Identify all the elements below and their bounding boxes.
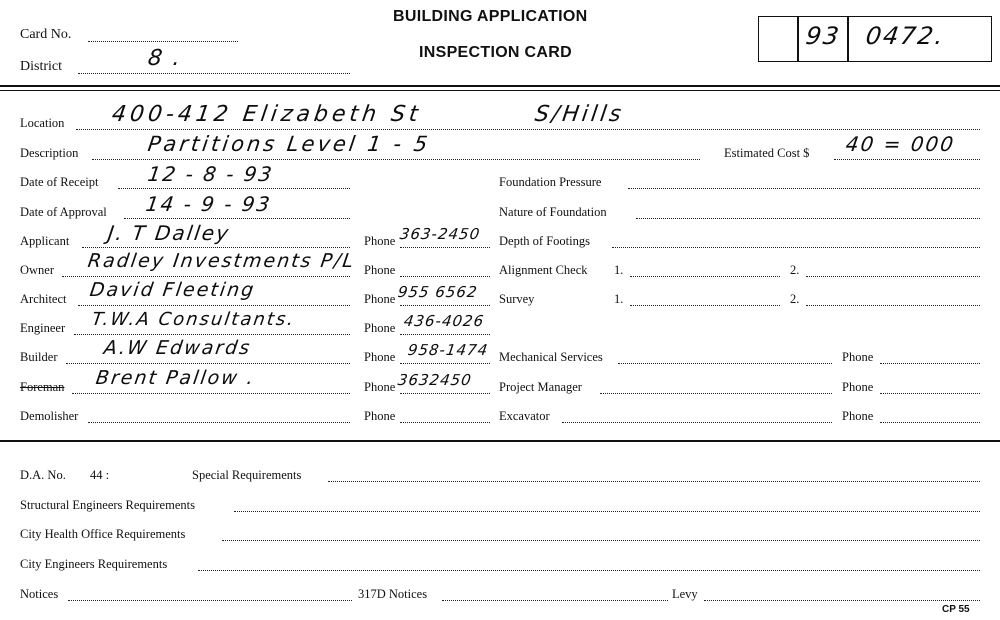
architect-phone-label: Phone [364,292,396,306]
applicant-phone-value: 363-2450 [398,225,482,243]
form-code: CP 55 [942,604,970,615]
estimated-cost-label: Estimated Cost $ [724,146,810,160]
foreman-phone-label: Phone [364,380,396,394]
city-health-field[interactable] [222,540,980,541]
survey-1-field[interactable] [630,305,780,306]
builder-label: Builder [20,350,58,364]
levy-field[interactable] [704,600,980,601]
engineer-phone-field[interactable] [400,334,490,335]
location-suffix: S/Hills [533,102,626,127]
owner-phone-label: Phone [364,263,396,277]
alignment-check-label: Alignment Check [499,263,588,277]
applicant-phone-label: Phone [364,234,396,248]
owner-phone-field[interactable] [400,276,490,277]
architect-value: David Fleeting [88,279,257,301]
engineer-phone-label: Phone [364,321,396,335]
foreman-value: Brent Pallow . [94,367,257,389]
excavator-label: Excavator [499,409,550,423]
builder-phone-value: 958-1474 [406,341,490,359]
applicant-label: Applicant [20,234,70,248]
project-manager-phone-label: Phone [842,380,874,394]
location-label: Location [20,116,65,130]
excavator-field[interactable] [562,422,832,423]
description-value: Partitions Level 1 - 5 [146,132,432,156]
alignment-check-2-label: 2. [790,263,800,277]
owner-label: Owner [20,263,55,277]
demolisher-field[interactable] [88,422,350,423]
levy-label: Levy [672,587,698,601]
builder-field[interactable] [66,363,350,364]
structural-engineers-field[interactable] [234,511,980,512]
city-engineers-field[interactable] [198,570,980,571]
demolisher-phone-label: Phone [364,409,396,423]
foreman-phone-field[interactable] [400,393,490,394]
engineer-value: T.W.A Consultants. [90,309,297,330]
card-number-divider-2 [847,17,849,61]
applicant-field[interactable] [82,247,350,248]
depth-of-footings-label: Depth of Footings [499,234,590,248]
engineer-phone-value: 436-4026 [402,312,486,330]
nature-of-foundation-label: Nature of Foundation [499,205,607,219]
description-label: Description [20,146,79,160]
excavator-phone-field[interactable] [880,422,980,423]
da-no-value: 44 : [90,468,110,482]
mechanical-services-phone-label: Phone [842,350,874,364]
project-manager-phone-field[interactable] [880,393,980,394]
title-line-2: INSPECTION CARD [419,44,572,61]
mechanical-services-label: Mechanical Services [499,350,603,364]
district-label: District [20,59,62,74]
card-no-field[interactable] [88,41,238,42]
date-of-approval-field[interactable] [124,218,350,219]
owner-value: Radley Investments P/L [86,250,357,272]
demolisher-phone-field[interactable] [400,422,490,423]
nature-of-foundation-field[interactable] [636,218,980,219]
section-divider [0,440,1000,442]
notices-label: Notices [20,587,59,601]
foundation-pressure-field[interactable] [628,188,980,189]
excavator-phone-label: Phone [842,409,874,423]
architect-phone-field[interactable] [400,305,490,306]
notices-317d-field[interactable] [442,600,668,601]
alignment-check-1-label: 1. [614,263,624,277]
demolisher-label: Demolisher [20,409,79,423]
builder-phone-field[interactable] [400,363,490,364]
mechanical-services-phone-field[interactable] [880,363,980,364]
builder-value: A.W Edwards [102,337,253,359]
date-of-receipt-label: Date of Receipt [20,175,99,189]
da-no-label: D.A. No. [20,468,66,482]
engineer-label: Engineer [20,321,66,335]
applicant-phone-field[interactable] [400,247,490,248]
description-field[interactable] [92,159,700,160]
notices-317d-label: 317D Notices [358,587,428,601]
card-number-part1: 93 [804,22,843,50]
date-of-receipt-value: 12 - 8 - 93 [146,162,276,186]
foreman-label: Foreman [20,380,65,394]
architect-label: Architect [20,292,67,306]
location-field[interactable] [76,129,980,130]
builder-phone-label: Phone [364,350,396,364]
city-engineers-label: City Engineers Requirements [20,557,168,571]
notices-field[interactable] [68,600,352,601]
date-of-receipt-field[interactable] [118,188,350,189]
alignment-check-1-field[interactable] [630,276,780,277]
survey-1-label: 1. [614,292,624,306]
architect-phone-value: 955 6562 [396,283,479,301]
mechanical-services-field[interactable] [618,363,832,364]
title-line-1: BUILDING APPLICATION [393,8,588,25]
header-rule-top [0,85,1000,87]
special-requirements-label: Special Requirements [192,468,302,482]
owner-field[interactable] [62,276,350,277]
applicant-value: J. T Dalley [106,221,232,245]
project-manager-label: Project Manager [499,380,582,394]
header-rule-bottom [0,90,1000,91]
district-value: 8 . [146,46,184,71]
foreman-field[interactable] [72,393,350,394]
alignment-check-2-field[interactable] [806,276,980,277]
card-number-part2: 0472. [864,22,947,50]
district-field[interactable] [78,73,350,74]
architect-field[interactable] [78,305,350,306]
survey-2-field[interactable] [806,305,980,306]
card-no-label: Card No. [20,27,72,42]
survey-label: Survey [499,292,535,306]
city-health-label: City Health Office Requirements [20,527,186,541]
survey-2-label: 2. [790,292,800,306]
date-of-approval-label: Date of Approval [20,205,107,219]
location-value: 400-412 Elizabeth St [110,102,424,127]
estimated-cost-value: 40 = 000 [844,132,957,156]
date-of-approval-value: 14 - 9 - 93 [144,192,274,216]
project-manager-field[interactable] [600,393,832,394]
foreman-phone-value: 3632450 [396,371,474,389]
depth-of-footings-field[interactable] [612,247,980,248]
estimated-cost-field[interactable] [834,159,980,160]
foundation-pressure-label: Foundation Pressure [499,175,602,189]
engineer-field[interactable] [74,334,350,335]
special-requirements-field[interactable] [328,481,980,482]
card-number-divider [797,17,799,61]
structural-engineers-label: Structural Engineers Requirements [20,498,195,512]
